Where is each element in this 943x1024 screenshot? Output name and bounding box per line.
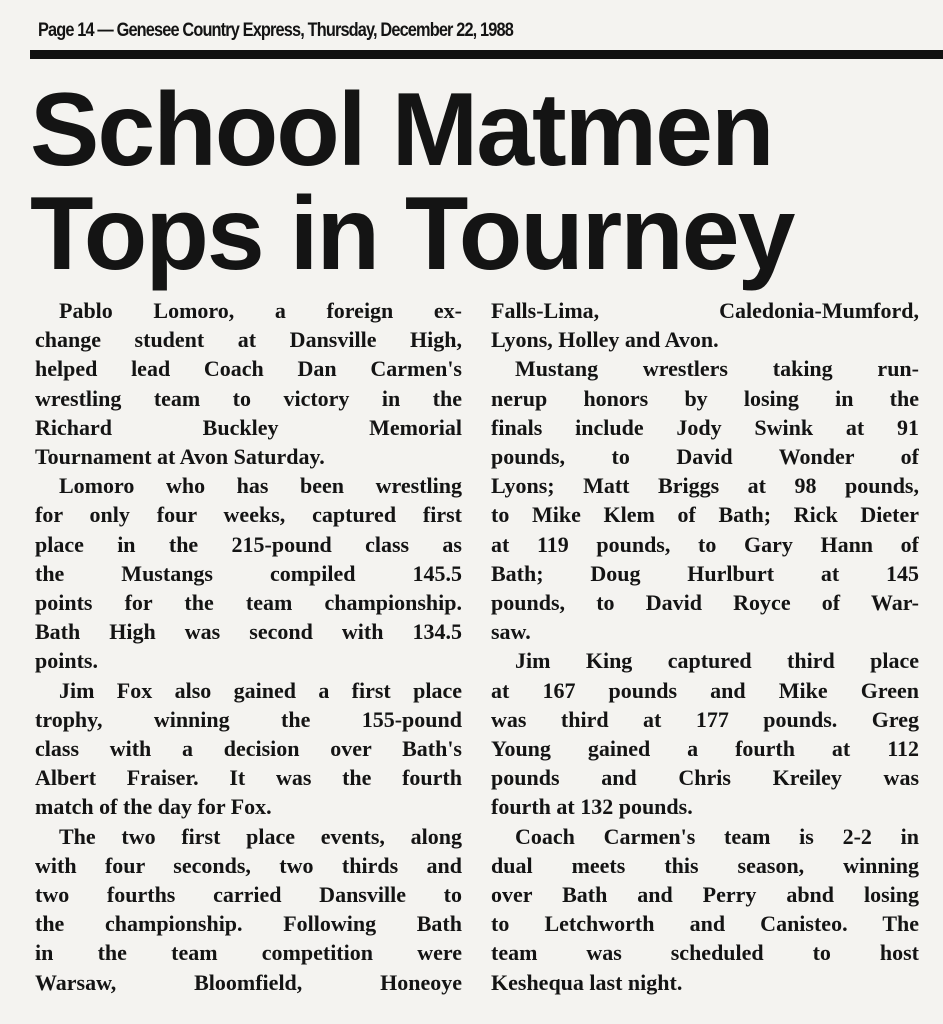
text-line: Warsaw, Bloomfield, Honeoye bbox=[35, 969, 462, 995]
paragraph bbox=[491, 296, 919, 354]
paragraph bbox=[35, 296, 462, 471]
paragraph bbox=[35, 471, 462, 675]
text-line: Jim Fox also gained a first place bbox=[59, 677, 462, 703]
paragraph bbox=[491, 646, 919, 821]
text-line: Keshequa last night. bbox=[491, 969, 683, 995]
text-line: class with a decision over Bath's bbox=[35, 736, 462, 762]
headline-line: Tops in Tourney bbox=[30, 176, 794, 292]
paragraph bbox=[35, 676, 462, 822]
text-line: at 167 pounds and Mike Green bbox=[491, 677, 919, 703]
text-line: helped lead Coach Dan Carmen's bbox=[35, 356, 462, 382]
text-line: team was scheduled to host bbox=[491, 940, 919, 966]
text-line: the Mustangs compiled 145.5 bbox=[35, 560, 462, 586]
text-line: pounds, to David Royce of War- bbox=[491, 590, 919, 616]
paragraph bbox=[491, 822, 919, 997]
text-line: match of the day for Fox. bbox=[35, 794, 272, 820]
text-line: nerup honors by losing in the bbox=[491, 385, 919, 411]
text-line: Falls-Lima, Caledonia-Mumford, bbox=[491, 298, 919, 323]
text-line: to Mike Klem of Bath; Rick Dieter bbox=[491, 502, 919, 528]
text-line: Mustang wrestlers taking run- bbox=[515, 356, 919, 382]
text-line: pounds, to David Wonder of bbox=[491, 444, 919, 470]
text-line: pounds and Chris Kreiley was bbox=[491, 765, 919, 791]
headline bbox=[30, 72, 794, 292]
text-line: dual meets this season, winning bbox=[491, 852, 919, 878]
paragraph bbox=[491, 354, 919, 646]
header-rule bbox=[30, 50, 943, 59]
text-line: in the team competition were bbox=[35, 940, 462, 966]
text-line: finals include Jody Swink at 91 bbox=[491, 414, 919, 440]
text-line: saw. bbox=[491, 619, 531, 645]
text-line: Bath; Doug Hurlburt at 145 bbox=[491, 560, 919, 586]
paragraph bbox=[35, 822, 462, 997]
article-column-left bbox=[35, 296, 462, 997]
text-line: change student at Dansville High, bbox=[35, 327, 462, 353]
text-line: Lyons; Matt Briggs at 98 pounds, bbox=[491, 473, 919, 499]
text-line: Young gained a fourth at 112 bbox=[491, 736, 919, 762]
text-line: The two first place events, along bbox=[59, 823, 462, 849]
text-line: wrestling team to victory in the bbox=[35, 385, 462, 411]
text-line: Bath High was second with 134.5 bbox=[35, 619, 462, 645]
text-line: Jim King captured third place bbox=[515, 648, 919, 674]
text-line: the championship. Following Bath bbox=[35, 911, 462, 937]
text-line: to Letchworth and Canisteo. The bbox=[491, 911, 919, 937]
text-line: Albert Fraiser. It was the fourth bbox=[35, 765, 462, 791]
text-line: points for the team championship. bbox=[35, 590, 462, 616]
text-line: at 119 pounds, to Gary Hann of bbox=[491, 531, 919, 557]
text-line: Coach Carmen's team is 2-2 in bbox=[515, 823, 919, 849]
text-line: Richard Buckley Memorial bbox=[35, 414, 462, 440]
text-line: points. bbox=[35, 648, 98, 674]
headline-line: School Matmen bbox=[30, 72, 773, 188]
text-line: Lomoro who has been wrestling bbox=[59, 473, 462, 499]
text-line: Tournament at Avon Saturday. bbox=[35, 444, 325, 470]
text-line: was third at 177 pounds. Greg bbox=[491, 706, 919, 732]
text-line: fourth at 132 pounds. bbox=[491, 794, 693, 820]
text-line: over Bath and Perry abnd losing bbox=[491, 882, 919, 908]
page-header: Page 14 — Genesee Country Express, Thursday, December 22, 1988 bbox=[38, 20, 513, 41]
text-line: Pablo Lomoro, a foreign ex- bbox=[59, 298, 462, 323]
text-line: two fourths carried Dansville to bbox=[35, 882, 462, 908]
article-column-right bbox=[491, 296, 919, 997]
text-line: with four seconds, two thirds and bbox=[35, 852, 462, 878]
text-line: Lyons, Holley and Avon. bbox=[491, 327, 719, 353]
text-line: for only four weeks, captured first bbox=[35, 502, 462, 528]
text-line: place in the 215-pound class as bbox=[35, 531, 462, 557]
text-line: trophy, winning the 155-pound bbox=[35, 706, 462, 732]
